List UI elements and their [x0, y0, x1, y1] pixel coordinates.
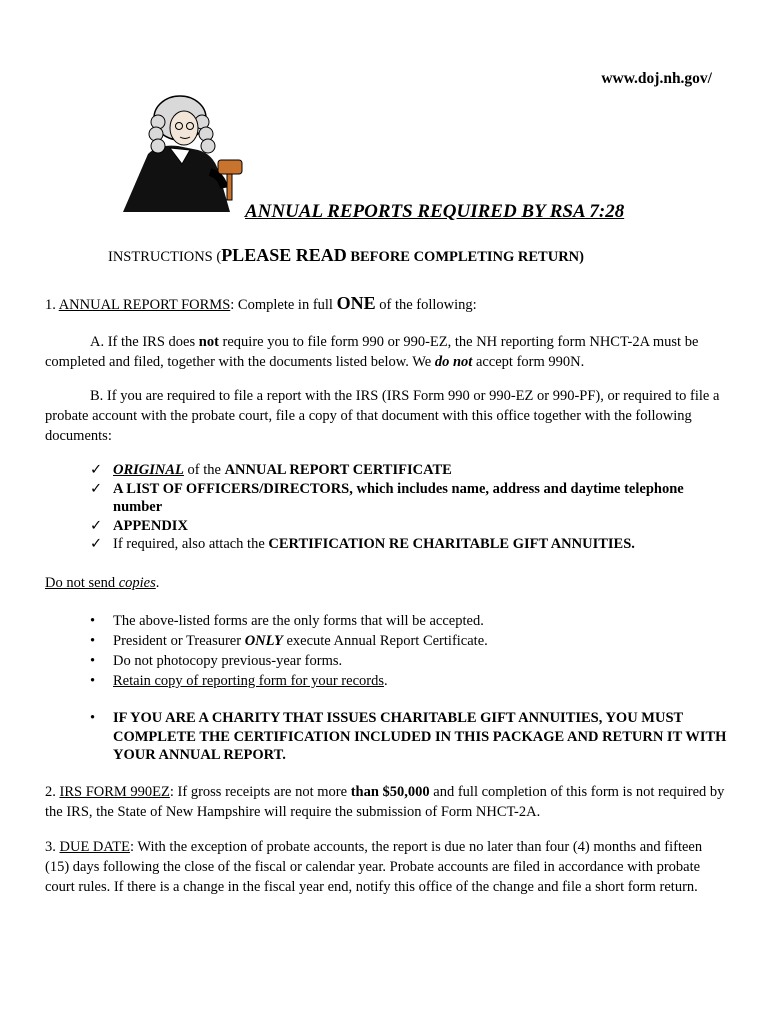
instructions-prefix: INSTRUCTIONS (: [108, 249, 222, 265]
only-emphasis: ONLY: [244, 633, 283, 649]
check-icon: ✓: [90, 462, 103, 478]
bullet-icon: •: [90, 613, 96, 629]
threshold-amount: than $50,000: [350, 784, 430, 800]
checklist-item: [90, 480, 730, 517]
checklist-item: [90, 461, 730, 480]
one-emphasis: ONE: [336, 293, 376, 313]
para-a-do-not: do not: [434, 354, 473, 370]
do-not-send-period: .: [155, 575, 160, 591]
gift-annuities-certification: CERTIFICATION RE CHARITABLE GIFT ANNUITIES.: [268, 536, 635, 552]
checklist-item-text: If required, also attach the: [113, 536, 269, 552]
section-2: [45, 782, 725, 822]
checklist-item: [90, 535, 730, 554]
bullet-text: Do not photocopy previous-year forms.: [113, 653, 343, 669]
list-item: [90, 709, 730, 765]
bullet-icon: •: [90, 710, 96, 726]
list-item: [90, 671, 730, 691]
copies-text: copies: [118, 575, 156, 591]
section-1-text-end: of the following:: [375, 297, 477, 313]
check-icon: ✓: [90, 536, 103, 552]
required-documents-checklist: [90, 461, 730, 554]
bullet-text: The above-listed forms are the only forms that will be accepted.: [113, 613, 484, 629]
list-item: [90, 611, 730, 631]
bullet-period: .: [383, 673, 388, 689]
instructions-heading: [108, 245, 584, 266]
header-url: www.doj.nh.gov/: [601, 70, 712, 87]
section-1-text: : Complete in full: [230, 297, 337, 313]
bullet-list: [90, 611, 730, 765]
please-read: PLEASE READ: [221, 245, 347, 265]
section-3-text: : With the exception of probate accounts, the report is due no later than four (4) months and fifteen (15) days following the close of the fiscal or calendar year. Probate accounts are filed in accordance with probate court rules. If there is a change in the fiscal year end, notify this office of the change and file a short form return.: [45, 839, 703, 895]
section-1-heading: ANNUAL REPORT FORMS: [58, 297, 231, 313]
para-a-text-3: accept form 990N.: [472, 354, 585, 370]
original-text: ORIGINAL: [113, 462, 184, 478]
section-2-number: 2.: [45, 784, 60, 800]
para-a-text: A. If the IRS does: [90, 334, 199, 350]
section-3-heading: DUE DATE: [59, 839, 130, 855]
section-1-number: 1.: [45, 297, 59, 313]
bullet-icon: •: [90, 673, 96, 689]
list-item: [90, 631, 730, 651]
checklist-item-text: of the: [183, 462, 225, 478]
section-2-heading: IRS FORM 990EZ: [59, 784, 170, 800]
section-3: [45, 837, 725, 897]
do-not-send-text: Do not send: [45, 575, 119, 591]
appendix-item: APPENDIX: [113, 517, 188, 534]
instructions-rest: BEFORE COMPLETING RETURN): [346, 249, 584, 265]
checklist-item-bold: ANNUAL REPORT CERTIFICATE: [224, 462, 452, 478]
bullet-text-end: execute Annual Report Certificate.: [282, 633, 488, 649]
section-2-text: : If gross receipts are not more: [169, 784, 351, 800]
section-2-text-end: and full completion of this form is not required by the IRS, the State of New Hampshire will require the submission of Form NHCT-2A.: [45, 784, 725, 820]
bullet-text: President or Treasurer: [113, 633, 245, 649]
page-title: ANNUAL REPORTS REQUIRED BY RSA 7:28: [245, 201, 625, 222]
para-a-text-2: require you to file form 990 or 990-EZ, the NH reporting form NHCT-2A must be completed and filed, together with the documents listed below. We: [45, 334, 699, 370]
section-3-number: 3.: [45, 839, 60, 855]
judge-clipart: [118, 92, 254, 222]
section-1: [45, 293, 725, 315]
check-icon: ✓: [90, 517, 103, 534]
gift-annuities-notice: IF YOU ARE A CHARITY THAT ISSUES CHARITABLE GIFT ANNUITIES, YOU MUST COMPLETE THE CERTIFICATION INCLUDED IN THIS PACKAGE AND RETURN IT WITH YOUR ANNUAL REPORT.: [113, 710, 727, 763]
bullet-icon: •: [90, 633, 96, 649]
bullet-text: Retain copy of reporting form for your records: [113, 673, 384, 689]
list-item: [90, 651, 730, 671]
bullet-icon: •: [90, 653, 96, 669]
paragraph-a: [45, 332, 725, 372]
check-icon: ✓: [90, 480, 103, 497]
officers-directors-item: A LIST OF OFFICERS/DIRECTORS, which includes name, address and daytime telephone number: [113, 480, 684, 515]
para-a-not: not: [198, 334, 219, 350]
do-not-send-copies: [45, 573, 725, 593]
checklist-item: [90, 517, 730, 536]
paragraph-b: B. If you are required to file a report with the IRS (IRS Form 990 or 990-EZ or 990-PF), or required to file a probate account with the probate court, file a copy of that document with this office together with the following documents:: [45, 388, 720, 444]
